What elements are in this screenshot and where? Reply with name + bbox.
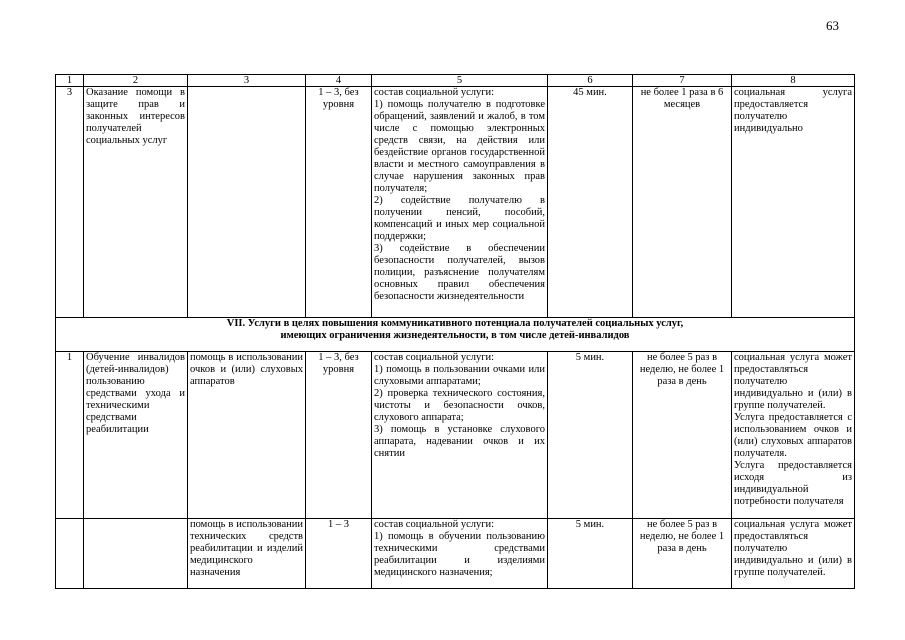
page-number: 63	[826, 18, 839, 33]
composition-item: 2) проверка технического состояния, чистоты и безопасности очков, слухового аппарата;	[374, 388, 545, 423]
col-header: 3	[188, 75, 306, 87]
section-heading-row	[56, 318, 855, 352]
row-number: 1	[56, 352, 84, 519]
service-time: 5 мин.	[548, 352, 633, 519]
table-row	[56, 519, 855, 589]
service-norm: 1 – 3, без уровня	[306, 352, 372, 519]
service-composition	[372, 87, 548, 318]
composition-item: 1) помощь в обучении пользованию техническими средствами реабилитации и изделиями медицинского назначения;	[374, 531, 545, 578]
service-norm: 1 – 3	[306, 519, 372, 589]
row-number	[56, 519, 84, 589]
service-frequency: не более 1 раза в 6 месяцев	[633, 87, 732, 318]
composition-title: состав социальной услуги:	[374, 87, 495, 98]
section-title-line: имеющих ограничения жизнедеятельности, в том числе детей-инвалидов	[280, 330, 630, 341]
services-table	[55, 74, 855, 589]
table-row	[56, 87, 855, 318]
service-composition	[372, 352, 548, 519]
col-header: 1	[56, 75, 84, 87]
row-number: 3	[56, 87, 84, 318]
note-text: социальная услуга предоставляется получателю индивидуально	[734, 87, 852, 134]
service-subname: помощь в использовании технических средств реабилитации и изделий медицинского назначения	[188, 519, 306, 589]
note-text: социальная услуга может предоставляться получателю индивидуально и (или) в группе получателей.	[734, 352, 852, 411]
table-row	[56, 352, 855, 519]
composition-item: 1) помощь в пользовании очками или слуховыми аппаратами;	[374, 364, 545, 387]
col-header: 4	[306, 75, 372, 87]
composition-item: 2) содействие получателю в получении пенсий, пособий, компенсаций и иных мер социальной поддержки;	[374, 195, 545, 242]
service-notes	[732, 87, 855, 318]
note-text: социальная услуга может предоставляться получателю индивидуально и (или) в группе получателей.	[734, 519, 852, 578]
service-name	[84, 519, 188, 589]
composition-item: 1) помощь получателю в подготовке обращений, заявлений и жалоб, в том числе с помощью электронных средств связи, на действия или бездействие органов государственной власти и местного самоуправления в случае нарушения законных прав получателя;	[374, 99, 545, 194]
composition-item: 3) содействие в обеспечении безопасности получателей, вызов полиции, разъяснение получателям основных правил обеспечения безопасности жизнедеятельности	[374, 243, 545, 302]
composition-title: состав социальной услуги:	[374, 352, 495, 363]
service-norm: 1 – 3, без уровня	[306, 87, 372, 318]
service-time: 5 мин.	[548, 519, 633, 589]
service-subname	[188, 87, 306, 318]
service-name: Обучение инвалидов (детей-инвалидов) пользованию средствами ухода и техническими средствами реабилитации	[84, 352, 188, 519]
service-notes	[732, 519, 855, 589]
section-title-line: VII. Услуги в целях повышения коммуникативного потенциала получателей социальных услуг,	[226, 318, 684, 329]
service-name: Оказание помощи в защите прав и законных интересов получателей социальных услуг	[84, 87, 188, 318]
col-header: 2	[84, 75, 188, 87]
service-notes	[732, 352, 855, 519]
note-text: Услуга предоставляется исходя из индивидуальной потребности получателя	[734, 460, 852, 507]
col-header: 7	[633, 75, 732, 87]
service-frequency: не более 5 раз в неделю, не более 1 раза в день	[633, 352, 732, 519]
col-header: 6	[548, 75, 633, 87]
service-time: 45 мин.	[548, 87, 633, 318]
service-frequency: не более 5 раз в неделю, не более 1 раза в день	[633, 519, 732, 589]
service-composition	[372, 519, 548, 589]
col-header: 5	[372, 75, 548, 87]
service-subname: помощь в использовании очков и (или) слуховых аппаратов	[188, 352, 306, 519]
col-header: 8	[732, 75, 855, 87]
composition-item: 3) помощь в установке слухового аппарата, надевании очков и их снятии	[374, 424, 545, 459]
note-text: Услуга предоставляется с использованием очков и (или) слуховых аппаратов получателя.	[734, 412, 852, 459]
section-heading	[56, 318, 855, 352]
composition-title: состав социальной услуги:	[374, 519, 495, 530]
header-row	[56, 75, 855, 87]
